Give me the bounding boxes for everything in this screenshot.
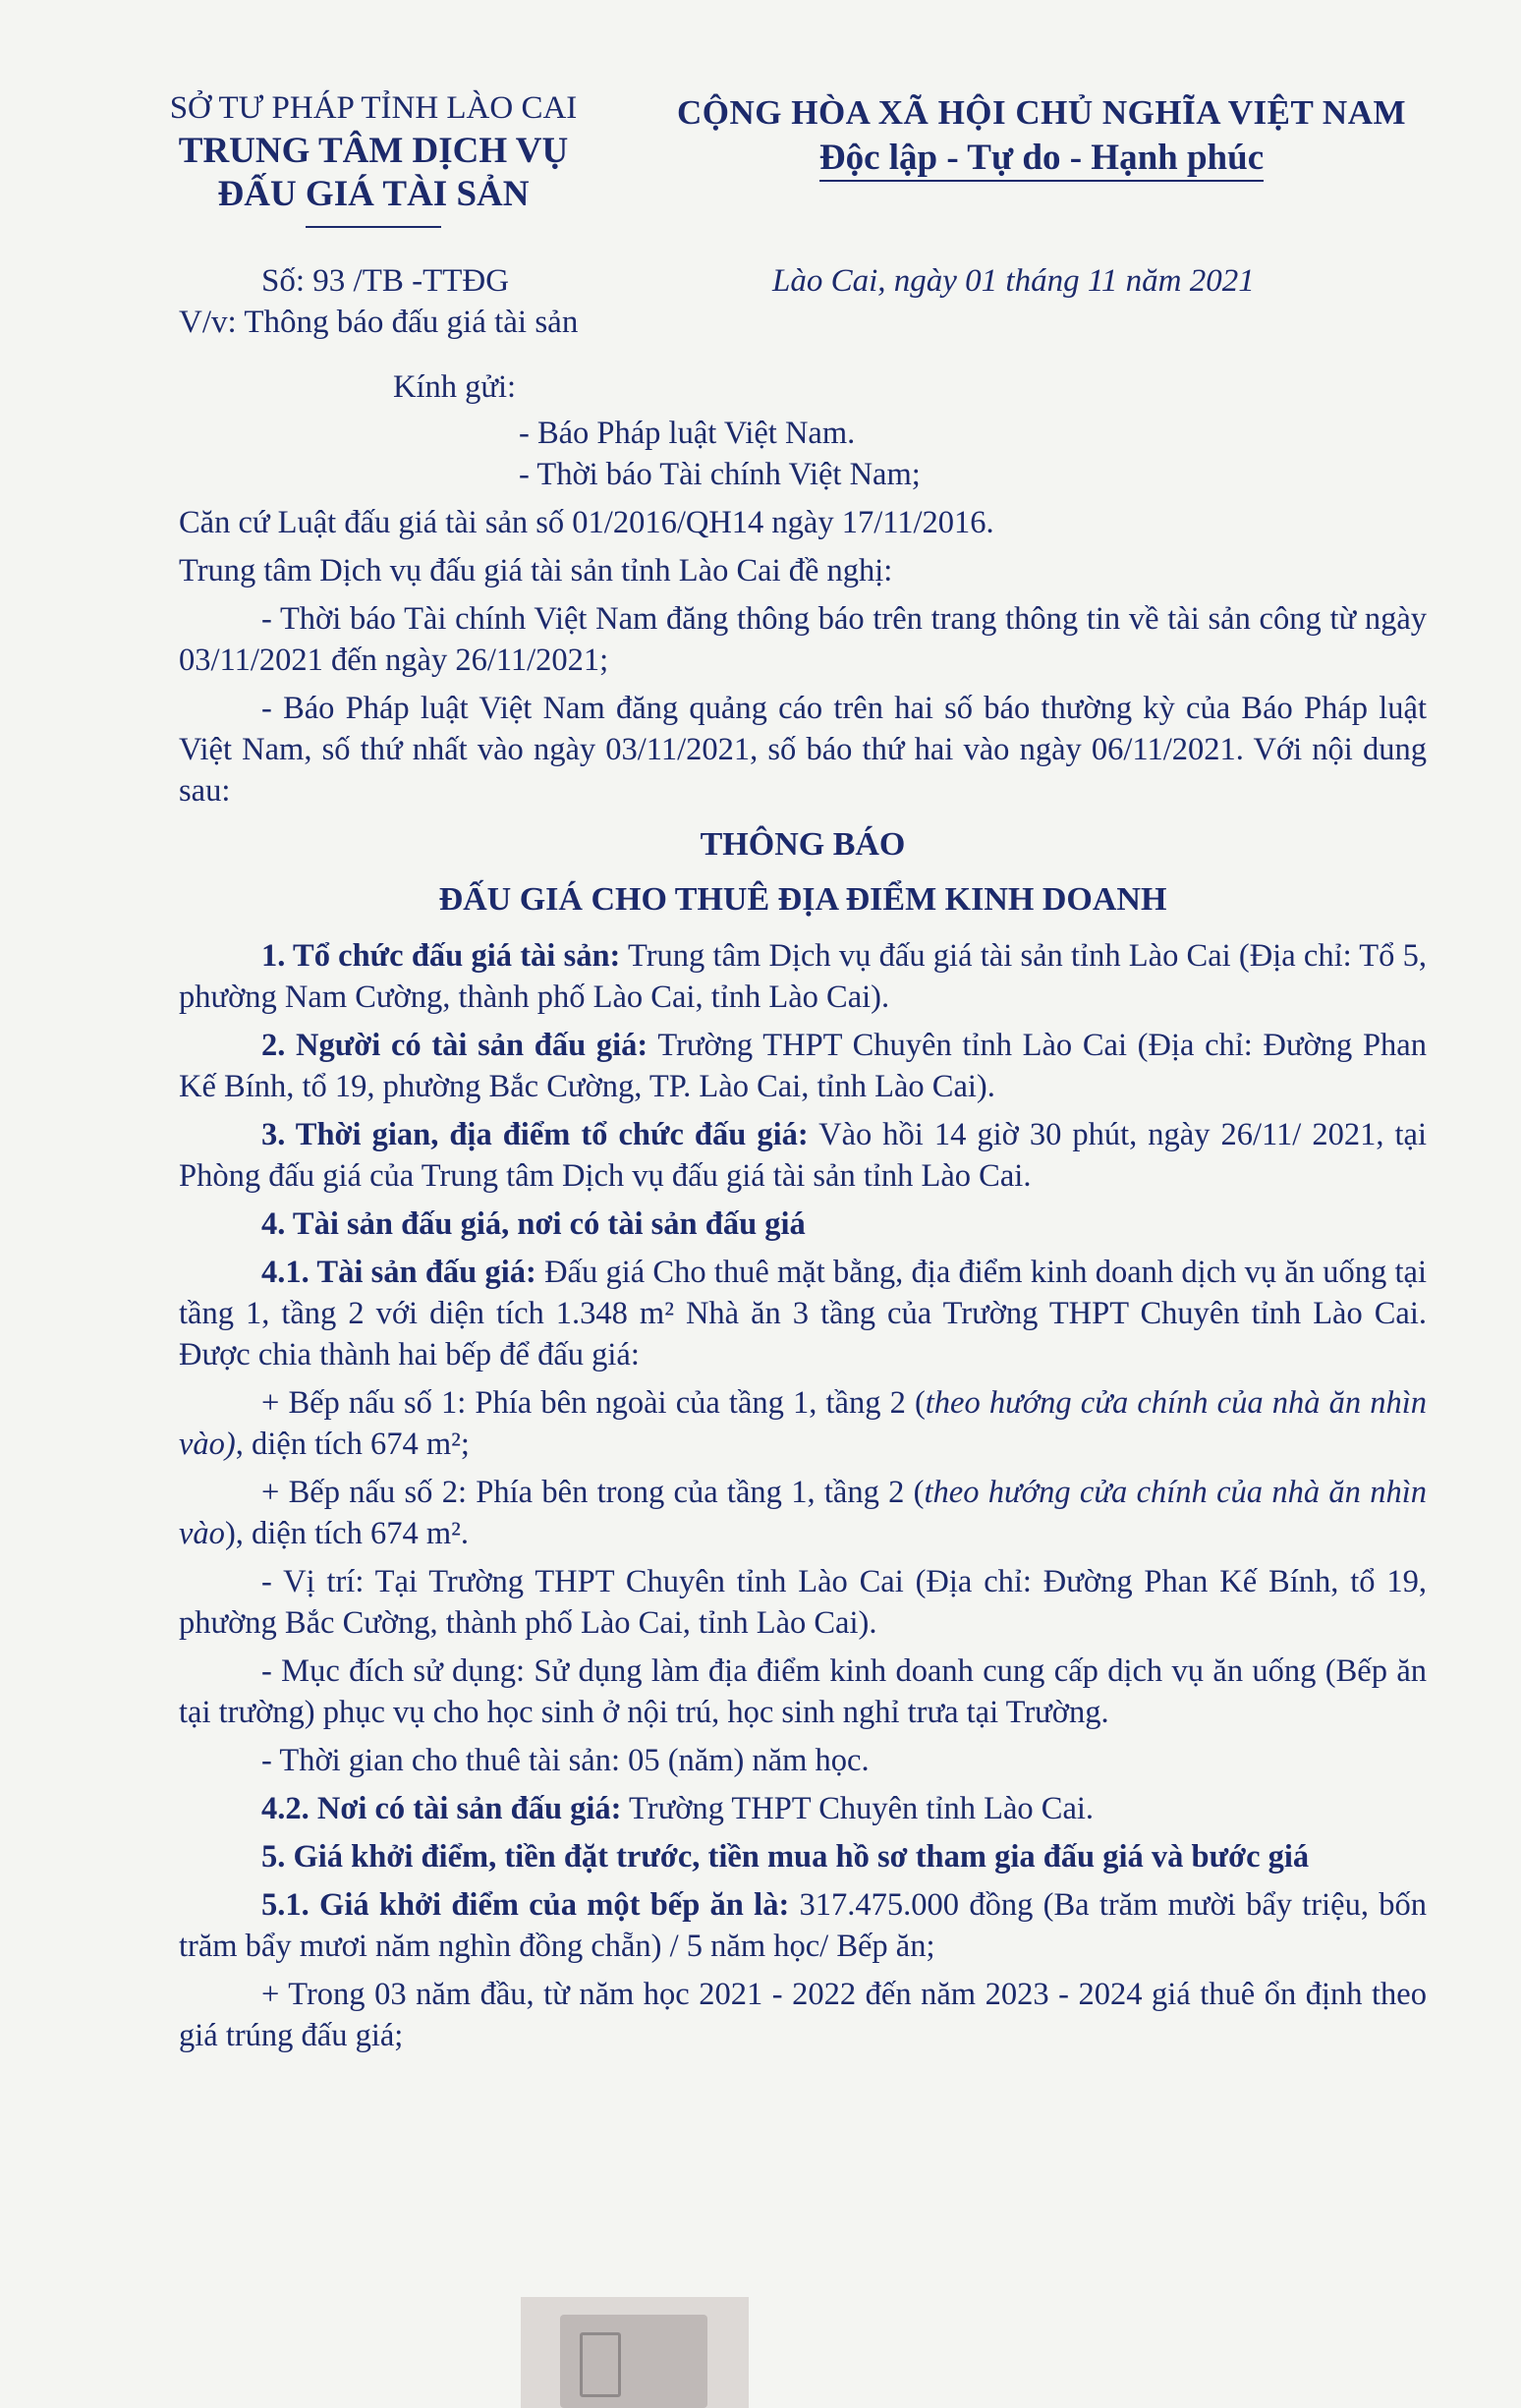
section-1-label: 1. Tổ chức đấu giá tài sản: [261,938,621,974]
section-5-1-item: + Trong 03 năm đầu, từ năm học 2021 - 2022 đến năm 2023 - 2024 giá thuê ổn định theo giá trúng đấu giá; [179,1977,1427,2053]
request-item-2: - Báo Pháp luật Việt Nam đăng quảng cáo trên hai số báo thường kỳ của Báo Pháp luật Việt Nam, số thứ nhất vào ngày 03/11/2021, số báo thứ hai vào ngày 06/11/2021. Với nội dung sau: [179,691,1427,809]
kitchen-1-direction: theo hướng cửa chính của nhà ăn nhìn vào) [179,1385,1427,1462]
recipient-1: - Báo Pháp luật Việt Nam. [519,416,856,451]
kitchen-1-text-a: + Bếp nấu số 1: Phía bên ngoài của tầng 1, tầng 2 ( [261,1385,926,1421]
nation-title: CỘNG HÒA XÃ HỘI CHỦ NGHĨA VIỆT NAM [676,93,1407,132]
notice-subtitle: ĐẤU GIÁ CHO THUÊ ĐỊA ĐIỂM KINH DOANH [438,881,1167,918]
request-item-1: - Thời báo Tài chính Việt Nam đăng thông báo trên trang thông tin về tài sản công từ ngày 03/11/2021 đến ngày 26/11/2021; [179,601,1427,678]
org-line-2: TRUNG TÂM DỊCH VỤ [178,131,569,171]
org-line-1: SỞ TƯ PHÁP TỈNH LÀO CAI [169,90,578,126]
section-3-label: 3. Thời gian, địa điểm tổ chức đấu giá: [261,1117,809,1152]
section-1-text: Trung tâm Dịch vụ đấu giá tài sản tỉnh Lào Cai (Địa chỉ: Tổ 5, phường Nam Cường, thành phố Lào Cai, tỉnh Lào Cai). [179,938,1427,1015]
section-4-2 [179,1788,1427,1829]
org-line-3: ĐẤU GIÁ TÀI SẢN [217,174,530,214]
section-5 [179,1836,1427,1877]
section-5-label: 5. Giá khởi điểm, tiền đặt trước, tiền mua hồ sơ tham gia đấu giá và bước giá [261,1839,1310,1875]
recipients-label: Kính gửi: [393,369,517,405]
recipient-2: - Thời báo Tài chính Việt Nam; [519,457,921,492]
section-5-1 [179,1884,1427,1967]
org-underline [306,226,441,228]
section-4-1 [179,1252,1427,1375]
kitchen-1-area: , diện tích 674 m²; [235,1427,470,1462]
section-4-1-text: Đấu giá Cho thuê mặt bằng, địa điểm kinh doanh dịch vụ ăn uống tại tầng 1, tầng 2 với diện tích 1.348 m² Nhà ăn 3 tầng của Trường THPT Chuyên tỉnh Lào Cai. Được chia thành hai bếp để đấu giá: [179,1255,1427,1372]
kitchen-1 [179,1382,1427,1465]
nation-motto: Độc lập - Tự do - Hạnh phúc [819,138,1264,182]
section-3-text: Vào hồi 14 giờ 30 phút, ngày 26/11/ 2021, tại Phòng đấu giá của Trung tâm Dịch vụ đấu giá tài sản tỉnh Lào Cai. [179,1117,1427,1194]
section-1 [179,935,1427,1018]
kitchen-2 [179,1472,1427,1554]
section-5-1-text: 317.475.000 đồng (Ba trăm mười bẩy triệu, bốn trăm bẩy mươi năm nghìn đồng chẵn) / 5 năm học/ Bếp ăn; [179,1887,1427,1964]
legal-basis: Căn cứ Luật đấu giá tài sản số 01/2016/QH14 ngày 17/11/2016. [179,505,994,540]
kitchen-2-direction: theo hướng cửa chính của nhà ăn nhìn vào [179,1475,1427,1551]
section-2-label: 2. Người có tài sản đấu giá: [261,1028,648,1063]
location-line: - Vị trí: Tại Trường THPT Chuyên tỉnh Lào Cai (Địa chỉ: Đường Phan Kế Bính, tổ 19, phường Bắc Cường, thành phố Lào Cai, tỉnh Lào Cai). [179,1564,1427,1641]
section-4-1-label: 4.1. Tài sản đấu giá: [261,1255,536,1290]
kitchen-2-area: ), diện tích 674 m². [224,1516,469,1551]
bottom-stamp-image [521,2297,749,2408]
section-2-text: Trường THPT Chuyên tỉnh Lào Cai (Địa chỉ: Đường Phan Kế Bính, tổ 19, phường Bắc Cường, TP. Lào Cai, tỉnh Lào Cai). [179,1028,1427,1104]
section-4 [179,1204,1427,1245]
section-4-2-label: 4.2. Nơi có tài sản đấu giá: [261,1791,622,1826]
section-2 [179,1025,1427,1107]
document-body [179,366,1427,2063]
request-line: Trung tâm Dịch vụ đấu giá tài sản tỉnh Lào Cai đề nghị: [179,553,893,588]
purpose-line: - Mục đích sử dụng: Sử dụng làm địa điểm kinh doanh cung cấp dịch vụ ăn uống (Bếp ăn tại trường) phục vụ cho học sinh ở nội trú, học sinh nghỉ trưa tại Trường. [179,1653,1427,1730]
kitchen-2-text-a: + Bếp nấu số 2: Phía bên trong của tầng 1, tầng 2 ( [261,1475,925,1510]
lease-term-line: - Thời gian cho thuê tài sản: 05 (năm) năm học. [261,1743,870,1778]
section-4-label: 4. Tài sản đấu giá, nơi có tài sản đấu giá [261,1206,806,1242]
section-5-1-label: 5.1. Giá khởi điểm của một bếp ăn là: [261,1887,790,1923]
section-3 [179,1114,1427,1197]
place-and-date: Lào Cai, ngày 01 tháng 11 năm 2021 [772,263,1255,299]
issuing-organization [138,86,609,228]
document-number: Số: 93 /TB -TTĐG [261,263,510,299]
document-subject: V/v: Thông báo đấu giá tài sản [179,305,579,340]
notice-title: THÔNG BÁO [700,826,906,863]
section-4-2-text: Trường THPT Chuyên tỉnh Lào Cai. [621,1791,1095,1826]
national-header [668,90,1415,181]
